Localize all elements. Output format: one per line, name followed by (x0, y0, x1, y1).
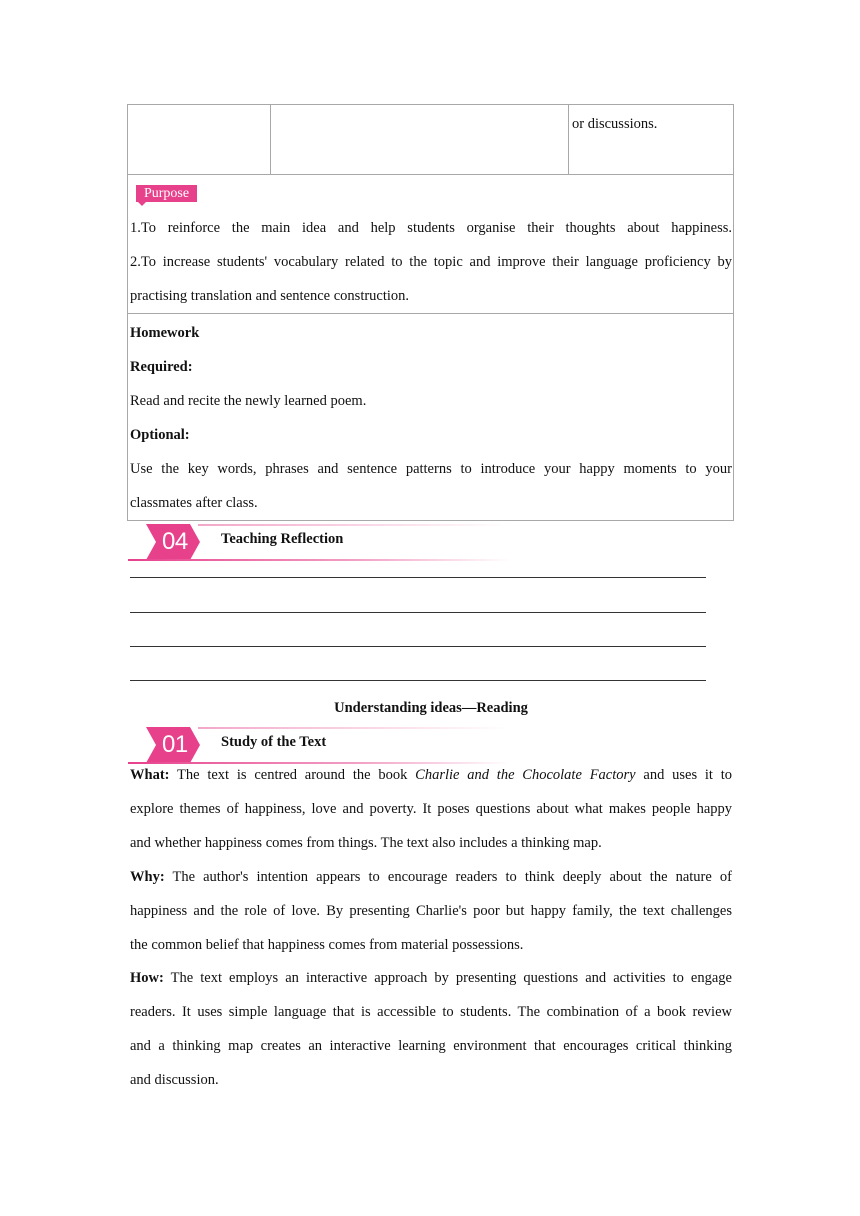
section-title: Teaching Reflection (221, 531, 344, 547)
reflection-line-1 (130, 577, 706, 578)
table-border-top (127, 104, 734, 105)
section-number: 01 (162, 731, 188, 758)
what-text-end: and uses it to (635, 767, 732, 783)
why-text: The author's intention appears to encourage readers to think deeply about the nature of (164, 869, 732, 885)
what-label: What: (130, 767, 170, 783)
section-banner-study (128, 725, 513, 765)
reflection-line-4 (130, 680, 706, 681)
optional-text-line-2: classmates after class. (130, 495, 258, 511)
reflection-line-3 (130, 646, 706, 647)
banner-top-line (198, 524, 510, 526)
why-label: Why: (130, 869, 165, 885)
lesson-heading: Understanding ideas—Reading (334, 700, 528, 716)
what-line-2: explore themes of happiness, love and poverty. It poses questions about what makes people happy (130, 801, 732, 817)
why-line-1 (130, 867, 732, 887)
purpose-item-2: 2.To increase students' vocabulary related to the topic and improve their language proficiency by (130, 254, 732, 270)
section-number: 04 (162, 528, 188, 555)
how-line-3: and a thinking map creates an interactive learning environment that encourages critical thinking (130, 1038, 732, 1054)
table-cell-text: or discussions. (572, 116, 658, 132)
how-line-4: and discussion. (130, 1072, 219, 1088)
table-col-divider-1 (270, 104, 271, 175)
how-line-2: readers. It uses simple language that is accessible to students. The combination of a book review (130, 1004, 732, 1020)
purpose-item-1: 1.To reinforce the main idea and help students organise their thoughts about happiness. (130, 220, 732, 236)
section-banner-reflection (128, 522, 513, 562)
why-line-2: happiness and the role of love. By presenting Charlie's poor but happy family, the text challenges (130, 903, 732, 919)
what-text: The text is centred around the book (169, 767, 416, 783)
purpose-label: Purpose (136, 185, 197, 202)
banner-bottom-line (128, 559, 510, 561)
what-line-1 (130, 765, 732, 785)
how-text: The text employs an interactive approach by presenting questions and activities to engage (163, 970, 732, 986)
why-line-3: the common belief that happiness comes from material possessions. (130, 937, 524, 953)
homework-heading: Homework (130, 325, 200, 341)
required-text: Read and recite the newly learned poem. (130, 393, 367, 409)
purpose-item-2-cont: practising translation and sentence construction. (130, 288, 410, 304)
what-line-3: and whether happiness comes from things. The text also includes a thinking map. (130, 835, 602, 851)
how-label: How: (130, 970, 164, 986)
section-title: Study of the Text (221, 734, 327, 750)
optional-text-line-1: Use the key words, phrases and sentence patterns to introduce your happy moments to your (130, 461, 732, 477)
table-row-divider-2 (127, 313, 734, 314)
table-row-divider-1 (127, 174, 734, 175)
banner-bottom-line (128, 762, 510, 764)
reflection-line-2 (130, 612, 706, 613)
book-title: Charlie and the Chocolate Factory (415, 767, 636, 783)
optional-label: Optional: (130, 427, 190, 443)
required-label: Required: (130, 359, 193, 375)
table-border-bottom (127, 520, 734, 521)
table-col-divider-2 (568, 104, 569, 175)
how-line-1 (130, 968, 732, 988)
banner-top-line (198, 727, 510, 729)
